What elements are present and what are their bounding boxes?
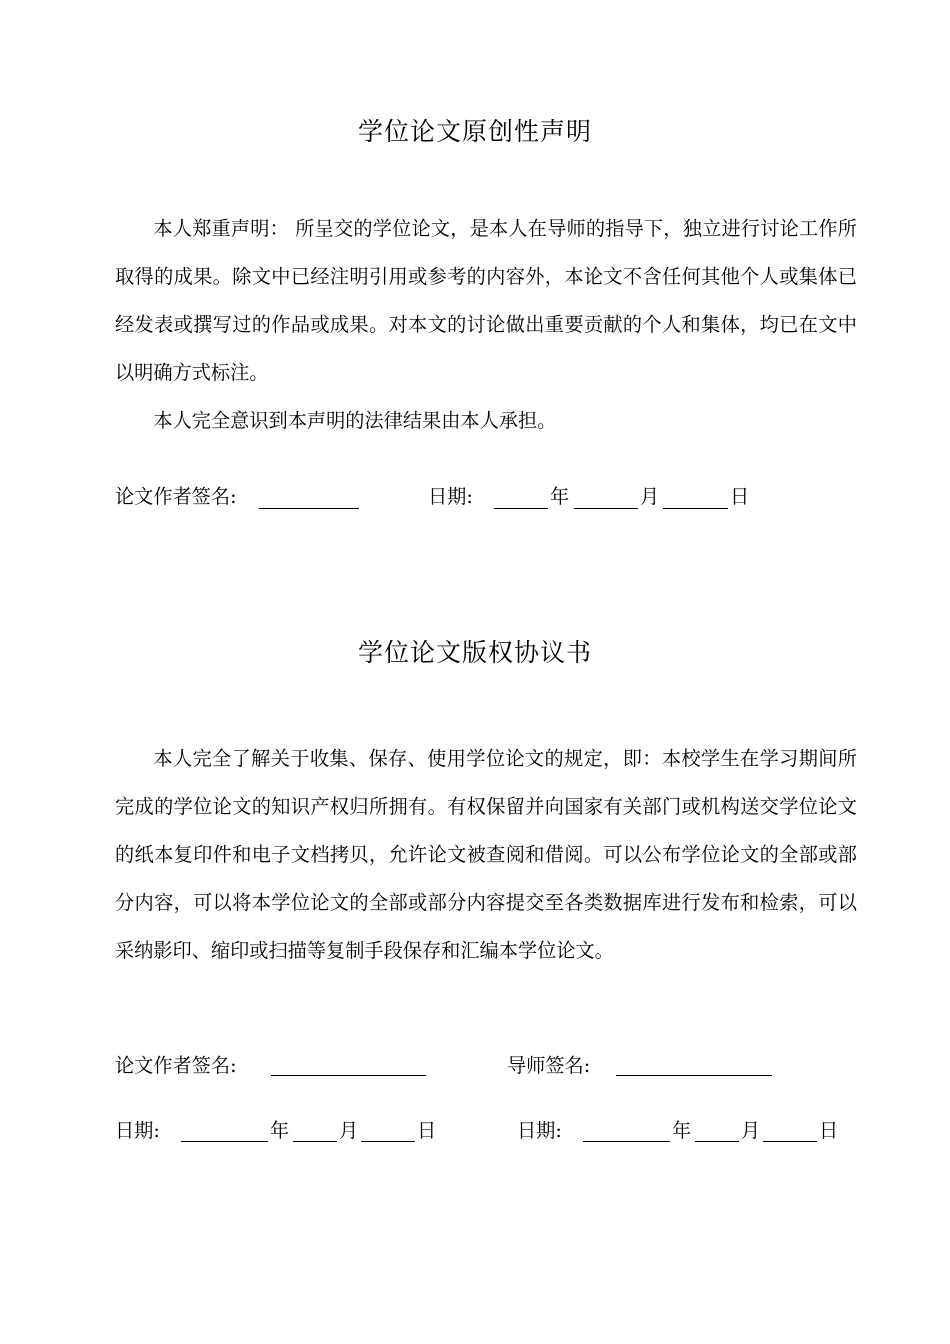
advisor-date-label: 日期:: [517, 1119, 562, 1142]
author-date-day-field[interactable]: [361, 1141, 415, 1142]
advisor-signature-field[interactable]: [616, 1075, 772, 1076]
date-label: 日期:: [428, 485, 473, 508]
author-signature-field[interactable]: [259, 508, 359, 509]
month-label: 月: [741, 1119, 761, 1142]
advisor-date-month-field[interactable]: [695, 1141, 739, 1142]
author-signature-label: 论文作者签名:: [115, 485, 237, 508]
author-signature-field[interactable]: [271, 1075, 426, 1076]
author-date-label: 日期:: [115, 1119, 160, 1142]
author-date-month-field[interactable]: [293, 1141, 337, 1142]
date-year-field[interactable]: [494, 508, 548, 509]
declaration-paragraph: 本人完全意识到本声明的法律结果由本人承担。: [153, 409, 557, 432]
author-date-year-field[interactable]: [181, 1141, 268, 1142]
advisor-date-year-field[interactable]: [583, 1141, 670, 1142]
day-label: 日: [417, 1119, 437, 1142]
year-label: 年: [672, 1119, 692, 1142]
year-label: 年: [550, 485, 570, 508]
year-label: 年: [270, 1119, 290, 1142]
advisor-date-day-field[interactable]: [763, 1141, 817, 1142]
month-label: 月: [339, 1119, 359, 1142]
declaration-paragraph: 本人郑重声明： 所呈交的学位论文，是本人在导师的指导下，独立进行讨论工作所取得的成果。除文中已经注明引用或参考的内容外，本论文不含任何其他个人或集体已经发表或撰写过的作品或成果。对本文的讨论做出重要贡献的个人和集体，均已在文中以明确方式标注。: [115, 217, 857, 384]
author-signature-label: 论文作者签名:: [115, 1054, 237, 1077]
day-label: 日: [819, 1119, 839, 1142]
month-label: 月: [640, 485, 660, 508]
date-day-field[interactable]: [663, 508, 728, 509]
declaration-title: 学位论文原创性声明: [357, 117, 592, 146]
day-label: 日: [730, 485, 750, 508]
advisor-signature-label: 导师签名:: [507, 1054, 591, 1077]
agreement-title: 学位论文版权协议书: [357, 638, 592, 667]
agreement-paragraph: 本人完全了解关于收集、保存、使用学位论文的规定，即：本校学生在学习期间所完成的学位论文的知识产权归所拥有。有权保留并向国家有关部门或机构送交学位论文的纸本复印件和电子文档拷贝，允许论文被查阅和借阅。可以公布学位论文的全部或部分内容，可以将本学位论文的全部或部分内容提交至各类数据库进行发布和检索，可以采纳影印、缩印或扫描等复制手段保存和汇编本学位论文。: [115, 747, 857, 962]
date-month-field[interactable]: [574, 508, 638, 509]
